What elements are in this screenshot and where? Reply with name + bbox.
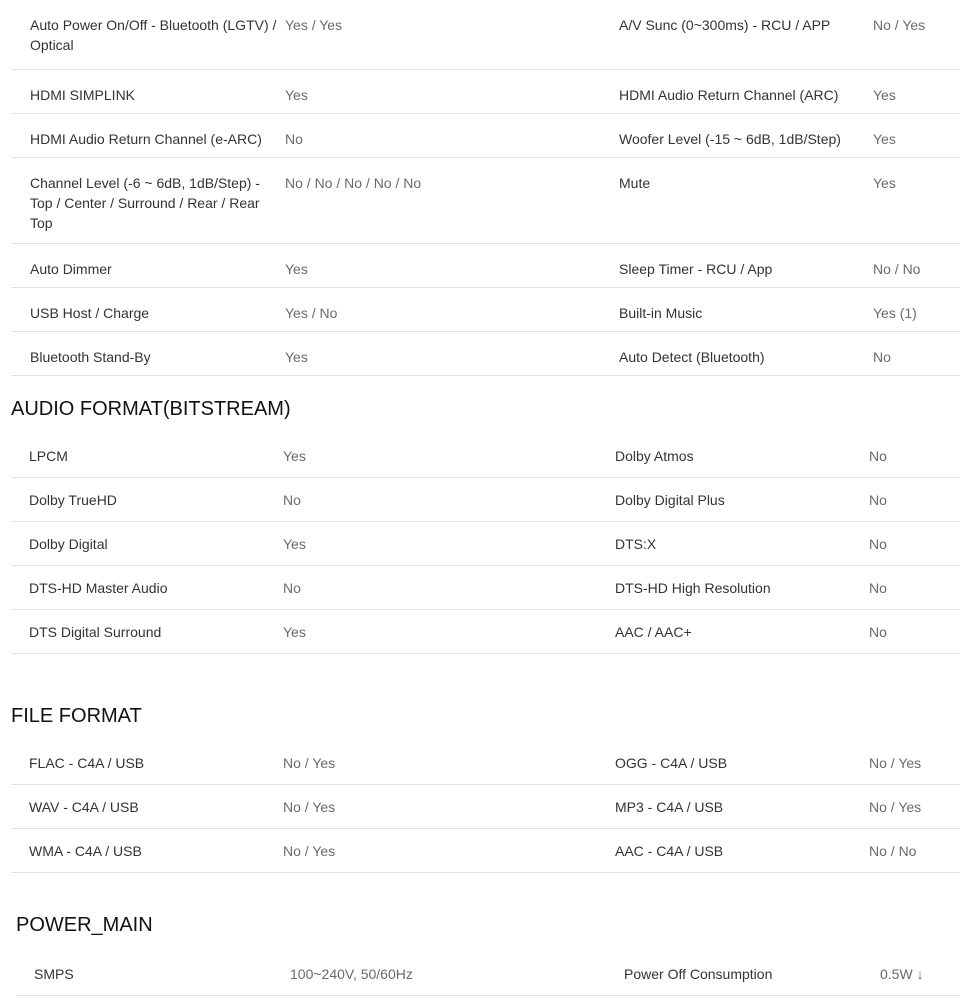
spec-row <box>11 158 960 244</box>
spec-value: No <box>283 580 301 596</box>
spec-row <box>11 70 960 114</box>
spec-label: Built-in Music <box>619 305 703 321</box>
spec-row <box>11 741 960 785</box>
spec-value: Yes <box>285 349 308 365</box>
spec-value: No <box>869 448 887 464</box>
spec-row <box>11 478 960 522</box>
spec-label: Dolby Atmos <box>615 448 694 464</box>
spec-label: AAC - C4A / USB <box>615 843 724 859</box>
general-spec-section <box>11 0 960 376</box>
file-format-section <box>11 741 960 873</box>
spec-row <box>11 332 960 376</box>
spec-row <box>11 114 960 158</box>
spec-label: Bluetooth Stand-By <box>30 349 151 365</box>
section-title-power-main: POWER_MAIN <box>16 914 153 936</box>
spec-value: Yes / No <box>285 305 338 321</box>
power-main-section <box>16 952 960 996</box>
spec-label: Power Off Consumption <box>624 966 773 982</box>
spec-label: OGG - C4A / USB <box>615 755 728 771</box>
spec-value: No / Yes <box>283 799 336 815</box>
spec-label: Auto Dimmer <box>30 261 112 277</box>
spec-value: No <box>283 492 301 508</box>
spec-label: Channel Level (-6 ~ 6dB, 1dB/Step) - Top / Center / Surround / Rear / Rear Top <box>30 175 260 231</box>
spec-value: Yes <box>283 448 306 464</box>
spec-label: Dolby Digital <box>29 536 108 552</box>
spec-label: HDMI Audio Return Channel (ARC) <box>619 87 839 103</box>
audio-format-heading-wrap <box>11 397 291 421</box>
spec-label: LPCM <box>29 448 68 464</box>
spec-value: Yes <box>873 175 896 191</box>
spec-row <box>11 288 960 332</box>
spec-label: SMPS <box>34 966 74 982</box>
spec-label: Woofer Level (-15 ~ 6dB, 1dB/Step) <box>619 131 841 147</box>
spec-value: Yes / Yes <box>285 17 343 33</box>
spec-label: WAV - C4A / USB <box>29 799 139 815</box>
section-title-audio-format: AUDIO FORMAT(BITSTREAM) <box>11 398 291 420</box>
spec-value: Yes (1) <box>873 305 917 321</box>
spec-value: No <box>869 492 887 508</box>
spec-value: No <box>873 349 891 365</box>
spec-value: No / Yes <box>283 843 336 859</box>
spec-value: Yes <box>283 624 306 640</box>
audio-format-section <box>11 434 960 654</box>
spec-label: Dolby Digital Plus <box>615 492 725 508</box>
spec-value: 100~240V, 50/60Hz <box>290 966 413 982</box>
spec-row <box>11 434 960 478</box>
spec-label: DTS Digital Surround <box>29 624 162 640</box>
spec-label: Sleep Timer - RCU / App <box>619 261 773 277</box>
spec-label: WMA - C4A / USB <box>29 843 142 859</box>
power-main-heading-wrap <box>16 913 153 937</box>
spec-value: No / Yes <box>283 755 336 771</box>
spec-value: No / No / No / No / No <box>285 175 422 191</box>
spec-label: AAC / AAC+ <box>615 624 692 640</box>
spec-value: 0.5W ↓ <box>880 966 924 982</box>
spec-label: USB Host / Charge <box>30 305 150 321</box>
general-spec-table <box>11 0 960 376</box>
spec-label: Dolby TrueHD <box>29 492 117 508</box>
file-format-table <box>11 741 960 873</box>
spec-row <box>11 522 960 566</box>
audio-format-table <box>11 434 960 654</box>
spec-label: Mute <box>619 175 651 191</box>
spec-value: Yes <box>873 87 896 103</box>
spec-label: A/V Sunc (0~300ms) - RCU / APP <box>619 17 831 33</box>
spec-row <box>11 566 960 610</box>
spec-value: No <box>285 131 303 147</box>
spec-row <box>11 244 960 288</box>
spec-value: No / No <box>869 843 917 859</box>
spec-label: DTS-HD High Resolution <box>615 580 771 596</box>
spec-label: FLAC - C4A / USB <box>29 755 145 771</box>
spec-value: Yes <box>285 87 308 103</box>
spec-label: HDMI Audio Return Channel (e-ARC) <box>30 131 262 147</box>
spec-value: Yes <box>283 536 306 552</box>
spec-value: No <box>869 624 887 640</box>
section-title-file-format: FILE FORMAT <box>11 705 142 727</box>
spec-value: No / Yes <box>869 755 922 771</box>
spec-row <box>11 610 960 654</box>
spec-row <box>16 952 960 996</box>
spec-value: No / Yes <box>869 799 922 815</box>
spec-label: MP3 - C4A / USB <box>615 799 724 815</box>
spec-value: No <box>869 580 887 596</box>
spec-value: No / Yes <box>873 17 926 33</box>
spec-value: No / No <box>873 261 921 277</box>
file-format-heading-wrap <box>11 704 142 728</box>
spec-row <box>11 0 960 70</box>
spec-label: DTS:X <box>615 536 657 552</box>
power-main-table <box>16 952 960 996</box>
spec-label: Auto Power On/Off - Bluetooth (LGTV) / Optical <box>30 17 277 53</box>
spec-row <box>11 829 960 873</box>
spec-value: Yes <box>873 131 896 147</box>
spec-value: Yes <box>285 261 308 277</box>
spec-label: Auto Detect (Bluetooth) <box>619 349 765 365</box>
spec-label: DTS-HD Master Audio <box>29 580 168 596</box>
spec-value: No <box>869 536 887 552</box>
spec-label: HDMI SIMPLINK <box>30 87 136 103</box>
spec-row <box>11 785 960 829</box>
